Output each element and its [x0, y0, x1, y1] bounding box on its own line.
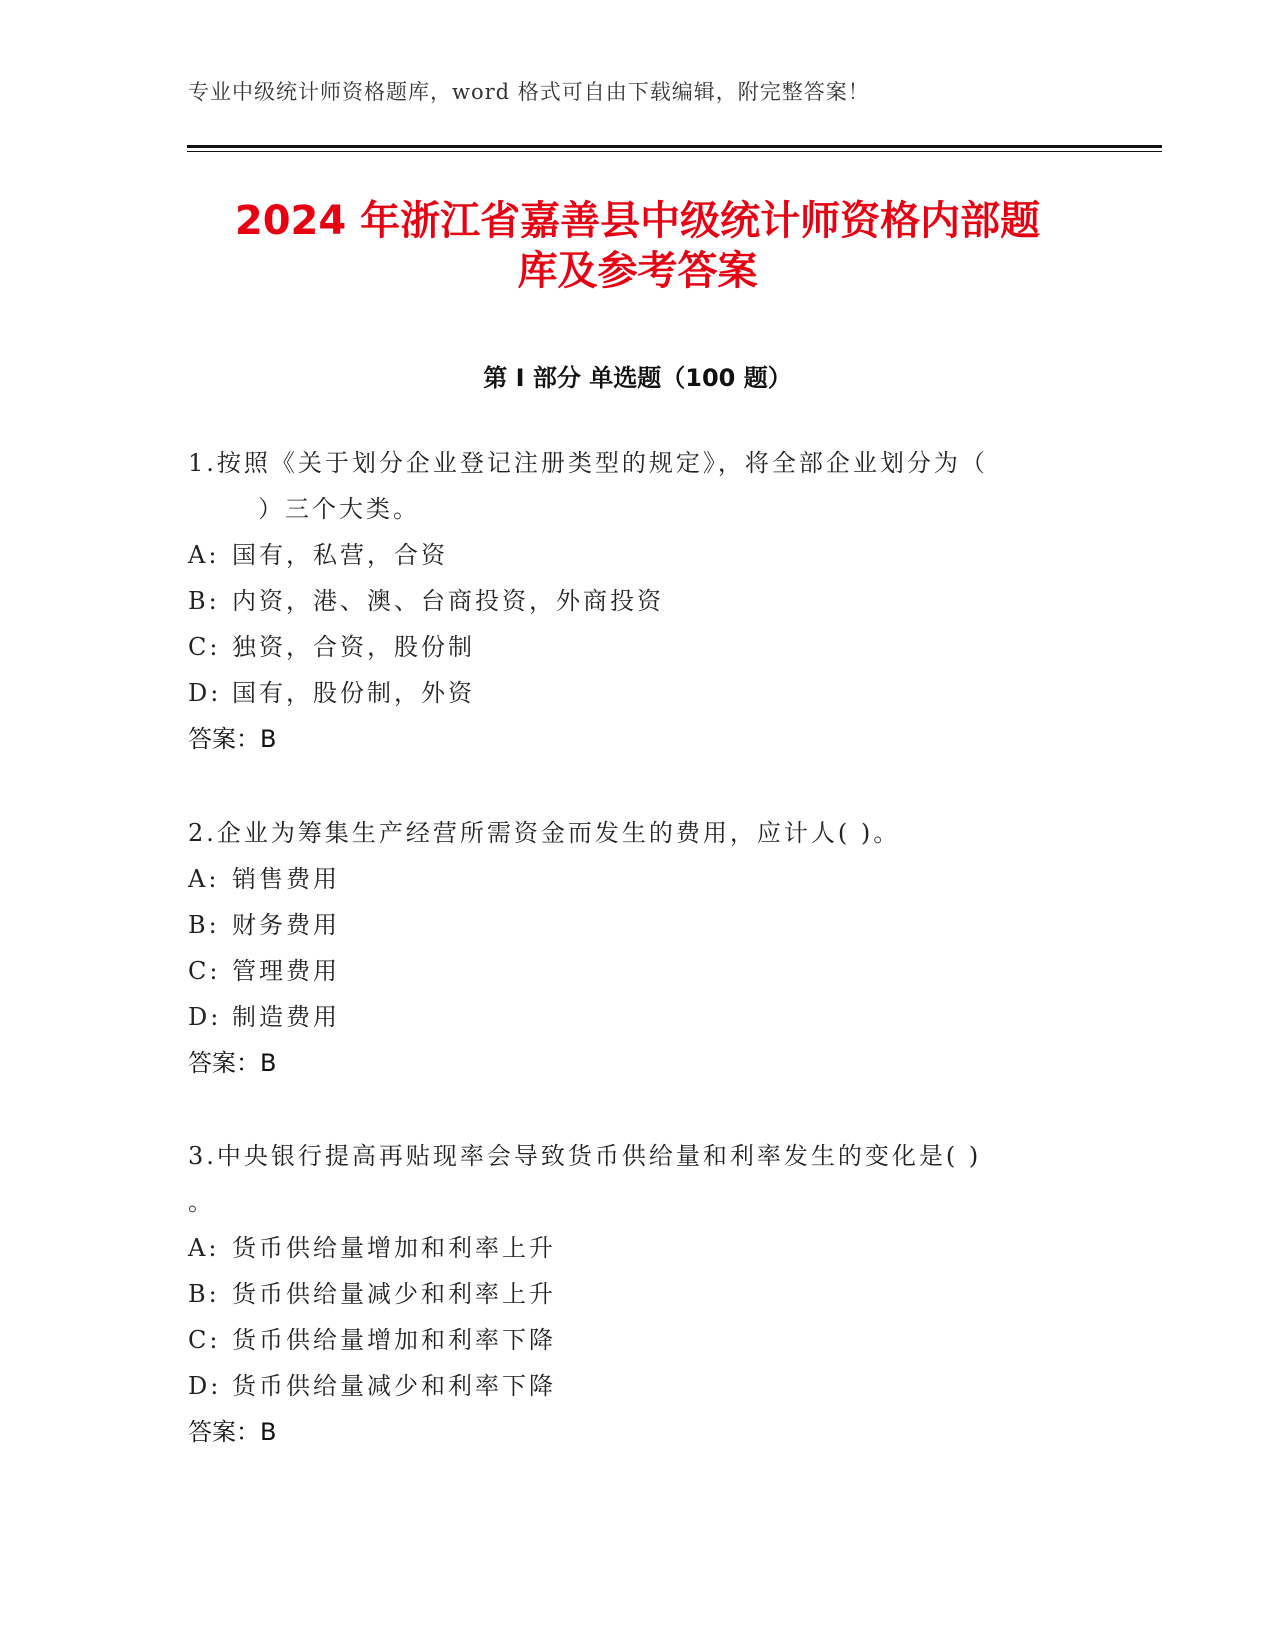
- option-letter: A:: [188, 865, 220, 893]
- option-a: [188, 856, 1088, 902]
- header-rule-thick: [187, 145, 1162, 148]
- option-b: [188, 902, 1088, 948]
- question-stem-text: ）三个大类。: [258, 495, 420, 523]
- option-c: [188, 1317, 1088, 1363]
- question-stem: 3.中央银行提高再贴现率会导致货币供给量和利率发生的变化是( ): [188, 1142, 982, 1170]
- option-text: 制造费用: [232, 1003, 340, 1031]
- answer: 答案：B: [188, 1049, 277, 1077]
- option-a: [188, 1225, 1088, 1271]
- option-text: 货币供给量增加和利率下降: [232, 1326, 556, 1354]
- question-1: [188, 440, 1088, 762]
- option-b: [188, 1271, 1088, 1317]
- question-3: [188, 1133, 1088, 1455]
- answer: 答案：B: [188, 1418, 277, 1446]
- option-letter: D:: [188, 1003, 222, 1031]
- option-d: [188, 1363, 1088, 1409]
- option-letter: C:: [188, 957, 221, 985]
- option-text: 国有，私营，合资: [232, 541, 448, 569]
- option-text: 独资，合资，股份制: [232, 633, 475, 661]
- option-c: [188, 624, 1088, 670]
- question-2: [188, 810, 1088, 1086]
- option-text: 财务费用: [232, 911, 340, 939]
- part-heading: 第 I 部分 单选题（100 题）: [483, 364, 792, 392]
- option-b: [188, 578, 1088, 624]
- document-title: [160, 196, 1115, 296]
- option-letter: B:: [188, 911, 220, 939]
- question-stem: 2.企业为筹集生产经营所需资金而发生的费用，应计人( )。: [188, 819, 901, 847]
- option-a: [188, 532, 1088, 578]
- option-text: 销售费用: [232, 865, 340, 893]
- option-letter: D:: [188, 679, 222, 707]
- page-header: 专业中级统计师资格题库，word 格式可自由下载编辑，附完整答案！: [188, 80, 870, 104]
- option-text: 管理费用: [232, 957, 340, 985]
- option-text: 货币供给量增加和利率上升: [232, 1234, 556, 1262]
- option-text: 内资，港、澳、台商投资，外商投资: [232, 587, 664, 615]
- option-letter: A:: [188, 1234, 220, 1262]
- option-text: 货币供给量减少和利率上升: [232, 1280, 556, 1308]
- header-rule-thin: [187, 151, 1162, 152]
- title-line-2: 库及参考答案: [517, 248, 758, 294]
- option-letter: D:: [188, 1372, 222, 1400]
- question-stem: 1.按照《关于划分企业登记注册类型的规定》，将全部企业划分为（: [188, 449, 988, 477]
- option-d: [188, 994, 1088, 1040]
- option-letter: B:: [188, 587, 220, 615]
- option-c: [188, 948, 1088, 994]
- option-d: [188, 670, 1088, 716]
- title-line-1: 2024 年浙江省嘉善县中级统计师资格内部题: [234, 198, 1041, 244]
- option-letter: A:: [188, 541, 220, 569]
- answer: 答案：B: [188, 725, 277, 753]
- question-stem-continued: [188, 486, 1088, 532]
- option-letter: C:: [188, 1326, 221, 1354]
- option-text: 货币供给量减少和利率下降: [232, 1372, 556, 1400]
- option-letter: C:: [188, 633, 221, 661]
- option-text: 国有，股份制，外资: [232, 679, 475, 707]
- option-letter: B:: [188, 1280, 220, 1308]
- question-stem-continued: 。: [188, 1188, 215, 1216]
